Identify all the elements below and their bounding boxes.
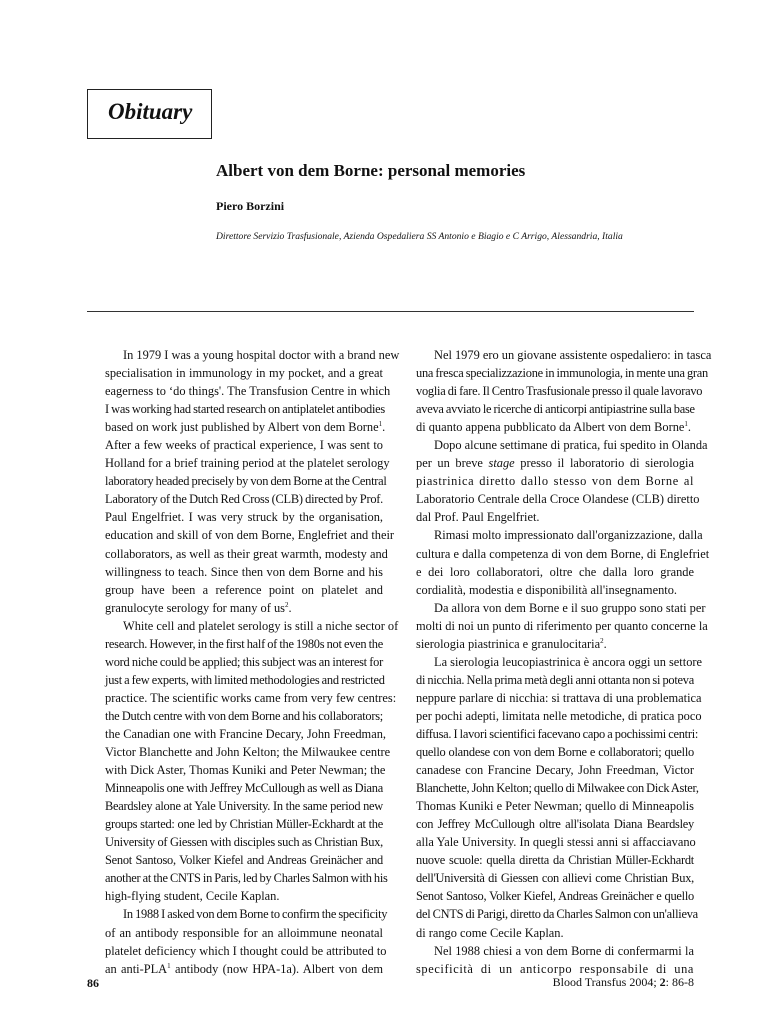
text-line: high-flying student, Cecile Kaplan.	[105, 889, 280, 904]
text-line: specialisation in immunology in my pocket, and a great	[105, 366, 383, 381]
text-line: di quanto appena pubblicato da Albert von dem Borne$^1$.	[416, 420, 692, 435]
text-line: group have been a reference point on platelet and	[105, 582, 383, 597]
paragraph	[87, 346, 400, 617]
text-line: alla Yale University. In quegli stessi anni si affacciavano	[416, 835, 696, 850]
text-line: Minneapolis one with Jeffrey McCullough as well as Diana	[105, 781, 383, 796]
reference-marker: 2	[600, 636, 604, 645]
text-line: word niche could be applied; this subject was an interest for	[105, 654, 383, 669]
paragraph	[398, 436, 708, 526]
text-line: Senot Santoso, Volker Kiefel and Andreas Greinächer and	[105, 853, 383, 868]
text-line: specificità di un anticorpo responsabile di una	[416, 961, 694, 976]
text-line: del CNTS di Parigi, diretto da Charles Salmon con un'allieva	[416, 907, 698, 922]
text-line: willingness to teach. Since then von dem Borne and his	[105, 564, 383, 579]
text-line: the Dutch centre with von dem Borne and his collaborators;	[105, 708, 383, 723]
text-line: with Dick Aster, Thomas Kuniki and Peter Newman; the	[105, 763, 386, 778]
text-line: another at the CNTS in Paris, led by Charles Salmon with his	[105, 871, 388, 886]
text-line: After a few weeks of practical experience, I was sent to	[105, 438, 383, 453]
text-line: con Jeffrey McCullough oltre all'isolata Diana Beardsley	[416, 817, 694, 832]
text-line: White cell and platelet serology is still a niche sector of	[123, 618, 399, 633]
text-line: an anti-PLA$^1$ antibody (now HPA-1a). Albert von dem	[105, 961, 383, 976]
text-line: Blanchette, John Kelton; quello di Milwakee con Dick Aster,	[416, 781, 699, 796]
text-line: Nel 1979 ero un giovane assistente ospedaliero: in tasca	[434, 348, 712, 362]
text-line: quello olandese con von dem Borne e collaboratori; quello	[416, 745, 694, 760]
page-number: 86	[87, 976, 99, 990]
text-line: groups started: one led by Christian Müller-Eckhardt at the	[105, 817, 383, 832]
text-line: University of Giessen with disciples such as Christian Bux,	[105, 835, 383, 850]
paragraph	[398, 346, 712, 436]
header-divider	[87, 311, 694, 312]
text-line: molti di noi un punto di riferimento per quanto concerne la	[416, 618, 708, 633]
text-line: Rimasi molto impressionato dall'organizzazione, dalla	[434, 528, 703, 543]
text-line: Senot Santoso, Volker Kiefel, Andreas Greinächer e quello	[416, 889, 694, 904]
author-affiliation: Direttore Servizio Trasfusionale, Azienda Ospedaliera SS Antonio e Biagio e C Arrigo, Alessandria, Italia	[216, 231, 623, 242]
text-line: sierologia piastrinica e granulocitaria$^2$.	[416, 636, 607, 651]
text-line: voglia di fare. Il Centro Trasfusionale presso il quale lavoravo	[416, 384, 703, 399]
section-label: Obituary	[108, 99, 193, 124]
text-line: Paul Engelfriet. I was very struck by the organisation,	[105, 510, 383, 525]
text-line: canadese con Francine Decary, John Freedman, Victor	[416, 763, 694, 778]
text-line: neppure parlare di nicchia: si trattava di una problematica	[416, 690, 702, 705]
text-line: Laboratorio Centrale della Croce Olandese (CLB) diretto	[416, 492, 700, 507]
text-line: Nel 1988 chiesi a von dem Borne di confermarmi la	[434, 943, 694, 958]
journal-volume: 2	[659, 975, 666, 989]
text-line: based on work just published by Albert von dem Borne$^1$.	[105, 420, 386, 435]
text-line: Victor Blanchette and John Kelton; the Milwaukee centre	[105, 745, 391, 760]
reference-marker: 2	[284, 600, 289, 609]
paragraph	[398, 599, 708, 653]
text-line: Dopo alcune settimane di pratica, fui spedito in Olanda	[434, 438, 708, 453]
text-line: education and skill of von dem Borne, Englefriet and their	[105, 528, 395, 543]
text-line: Thomas Kuniki e Peter Newman; quello di Minneapolis	[416, 799, 694, 814]
text-line: granulocyte serology for many of $us^2$.	[105, 600, 292, 615]
text-line: cordialità, modestia e disponibilità all'insegnamento.	[416, 582, 677, 597]
text-line: di rango come Cecile Kaplan.	[416, 925, 564, 940]
text-line: per pochi adepti, limitata nelle metodiche, di pratica poco	[416, 708, 702, 723]
text-line: I was working had started research on antiplatelet antibodies	[105, 402, 385, 417]
text-line: of an antibody responsible for an alloimmune neonatal	[105, 925, 383, 940]
text-line: Holland for a brief training period at the platelet serology	[105, 456, 390, 471]
text-line: collaborators, as well as their great warmth, modesty and	[105, 546, 388, 561]
text-line: just a few experts, with limited methodologies and restricted	[105, 672, 385, 687]
text-line: e dei loro collaboratori, oltre che dalla loro grande	[416, 564, 694, 579]
text-line: La sierologia leucopiastrinica è ancora oggi un settore	[434, 654, 703, 669]
paragraph	[87, 617, 399, 906]
article-title: Albert von dem Borne: personal memories	[216, 161, 526, 180]
text-line: piastrinica diretto dallo stesso von dem Borne al	[416, 474, 694, 489]
text-line: una fresca specializzazione in immunologia, in mente una gran	[416, 366, 709, 381]
text-line: Da allora von dem Borne e il suo gruppo sono stati per	[434, 600, 706, 615]
text-line: In 1988 I asked von dem Borne to confirm the specificity	[123, 907, 388, 922]
article-author: Piero Borzini	[216, 199, 285, 213]
section-label-box	[87, 89, 212, 139]
text-line: nuove scuole: quella diretta da Christian Müller-Eckhardt	[416, 853, 694, 868]
text-line: laboratory headed precisely by von dem Borne at the Central	[105, 474, 387, 489]
text-line: diffusa. I lavori scientifici facevano capo a pochissimi centri:	[416, 726, 699, 741]
text-line: dal Prof. Paul Engelfriet.	[416, 510, 540, 525]
reference-marker: 1	[378, 420, 383, 429]
paragraph	[398, 526, 710, 598]
text-line: research. However, in the first half of the 1980s not even the	[105, 636, 383, 651]
text-line: Beardsley alone at Yale University. In the same period new	[105, 799, 383, 814]
paragraph	[398, 653, 703, 942]
text-line: di nicchia. Nella prima metà degli anni ottanta non si poteva	[416, 672, 694, 687]
journal-citation: Blood Transfus 2004; 2: 86-8	[552, 975, 694, 989]
english-column	[87, 346, 400, 978]
text-line: eagerness to ‘do things'. The Transfusion Centre in which	[105, 384, 391, 399]
text-line: Laboratory of the Dutch Red Cross (CLB) directed by Prof.	[105, 492, 383, 507]
text-line: platelet deficiency which I thought could be attributed to	[105, 943, 387, 958]
text-line: cultura e dalla competenza di von dem Borne, di Englefriet	[416, 546, 710, 561]
reference-marker: 1	[684, 420, 688, 429]
text-line: aveva avviato le ricerche di anticorpi antipiastrine sulla base	[416, 402, 695, 417]
reference-marker: 1	[167, 961, 171, 970]
paragraph	[398, 942, 694, 978]
text-line: dell'Università di Giessen con allievi come Christian Bux,	[416, 871, 694, 886]
paragraph	[87, 905, 388, 977]
italian-column	[398, 346, 712, 978]
text-line: In 1979 I was a young hospital doctor with a brand new	[123, 348, 400, 362]
emphasis-text: stage	[488, 456, 515, 471]
text-line: per un breve stage presso il laboratorio di sierologia	[416, 456, 694, 471]
text-line: the Canadian one with Francine Decary, John Freedman,	[105, 726, 386, 741]
text-line: practice. The scientific works came from very few centres:	[105, 690, 397, 705]
